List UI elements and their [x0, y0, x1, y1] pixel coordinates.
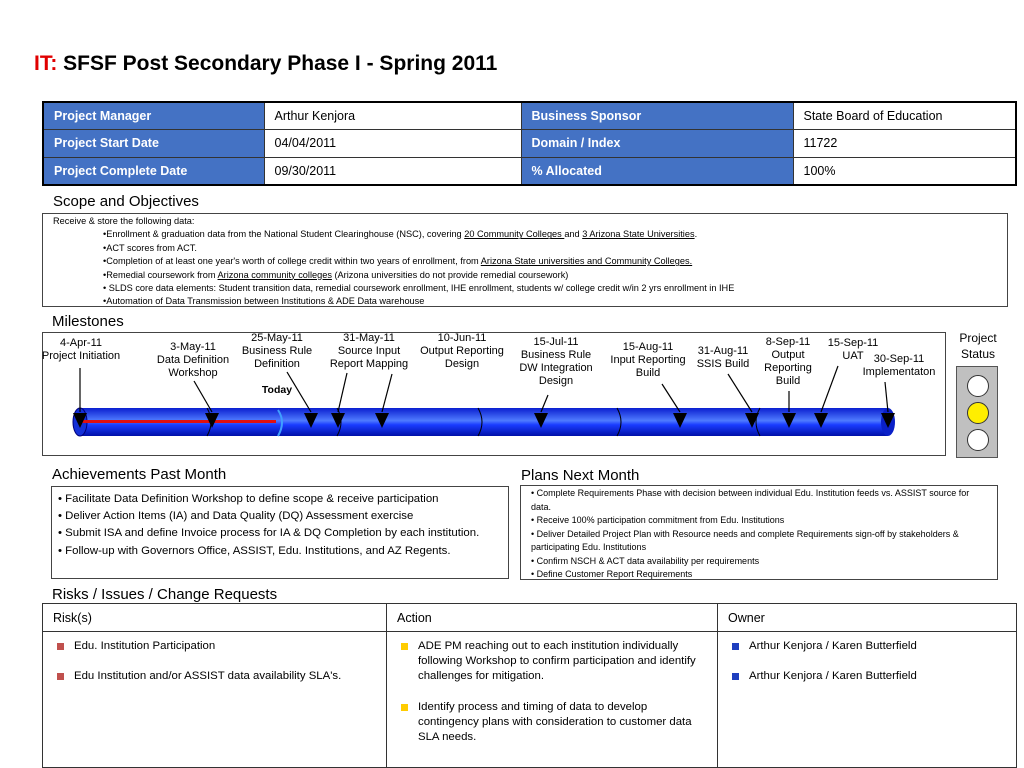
- owner-item: Arthur Kenjora / Karen Butterfield: [728, 669, 1006, 684]
- scope-link: 20 Community Colleges: [464, 229, 565, 240]
- plans-title: Plans Next Month: [521, 467, 640, 484]
- scope-item: •Remedial coursework from Arizona community colleges (Arizona universities do not provide remedial coursework): [103, 269, 569, 280]
- progress-line: [82, 420, 276, 423]
- allocated-label: % Allocated: [521, 157, 793, 185]
- plan-item: • Confirm NSCH & ACT data availability per requirements: [531, 555, 760, 566]
- start-date-label: Project Start Date: [43, 130, 264, 158]
- milestone-label: 8-Sep-11 Output Reporting Build: [764, 336, 812, 387]
- square-bullet-icon: [57, 643, 64, 650]
- scope-link: 3 Arizona State Universities: [582, 229, 695, 240]
- risk-cell: [43, 632, 387, 768]
- business-sponsor-label: Business Sponsor: [521, 102, 793, 130]
- milestone-label: 25-May-11 Business Rule Definition: [241, 332, 313, 370]
- milestone-label: 30-Sep-11 Implementaton: [862, 353, 936, 378]
- owner-cell: [718, 632, 1017, 768]
- milestone-label: 10-Jun-11 Output Reporting Design: [420, 332, 504, 370]
- start-date-value: 04/04/2011: [264, 130, 521, 158]
- scope-item: •Completion of at least one year's worth of college credit within two years of enrollment, from Arizona State universities and Community Colleges.: [103, 256, 693, 267]
- milestone-label: 15-Jul-11 Business Rule DW Integration Design: [519, 336, 593, 387]
- achievement-item: • Facilitate Data Definition Workshop to define scope & receive participation: [58, 493, 439, 505]
- achievement-item: • Follow-up with Governors Office, ASSIST, Edu. Institutions, and AZ Regents.: [58, 544, 451, 557]
- col-owner-header: Owner: [718, 604, 1017, 632]
- milestone-label: 31-May-11 Source Input Report Mapping: [329, 332, 409, 370]
- green-light: [967, 429, 989, 451]
- achievement-item: • Submit ISA and define Invoice process for IA & DQ Completion by each institution.: [58, 527, 480, 540]
- title-prefix: IT:: [34, 52, 58, 75]
- title-text: SFSF Post Secondary Phase I - Spring 2011: [63, 52, 498, 75]
- square-bullet-icon: [732, 673, 739, 680]
- project-status-label: Project Status: [959, 331, 997, 361]
- col-action-header: Action: [387, 604, 718, 632]
- square-bullet-icon: [401, 704, 408, 711]
- col-risk-header: Risk(s): [43, 604, 387, 632]
- milestone-label: 4-Apr-11 Project Initiation: [41, 337, 121, 362]
- today-label: Today: [261, 384, 293, 396]
- risk-item: Edu Institution and/or ASSIST data availability SLA's.: [53, 669, 376, 684]
- scope-link: Arizona community colleges: [217, 269, 332, 280]
- plan-item: • Complete Requirements Phase with decision between individual Edu. Institution feeds vs. ASSIST source for data.: [531, 488, 970, 512]
- plan-item: • Define Customer Report Requirements: [531, 569, 693, 579]
- yellow-light: [967, 402, 989, 424]
- domain-value: 11722: [793, 130, 1016, 158]
- scope-item: • SLDS core data elements: Student transition data, remedial coursework enrollment, IHE enrollment, students w/ college credit w/in 2 yrs enrollment in IHE: [103, 283, 735, 294]
- milestone-label: 15-Aug-11 Input Reporting Build: [610, 341, 686, 379]
- scope-item: •Enrollment & graduation data from the National Student Clearinghouse (NSC), covering 20 Community Colleges and 3 Arizona State Universities.: [103, 229, 698, 240]
- plans-box: [520, 485, 998, 580]
- scope-title: Scope and Objectives: [53, 193, 199, 210]
- plan-item: • Deliver Detailed Project Plan with Resource needs and complete Requirements sign-off by stakeholders & participating Edu. Institutions: [531, 528, 959, 552]
- achievement-item: • Deliver Action Items (IA) and Data Quality (DQ) Assessment exercise: [58, 510, 414, 523]
- domain-label: Domain / Index: [521, 130, 793, 158]
- scope-intro: Receive & store the following data:: [53, 216, 195, 226]
- square-bullet-icon: [732, 643, 739, 650]
- scope-link: Arizona State universities and Community Colleges.: [480, 256, 693, 267]
- square-bullet-icon: [57, 673, 64, 680]
- action-item: ADE PM reaching out to each institution individually following Workshop to confirm participation and identify challenges for mitigation.: [397, 639, 707, 685]
- allocated-value: 100%: [793, 157, 1016, 185]
- status-traffic-light: [956, 366, 998, 458]
- milestone-label: 3-May-11 Data Definition Workshop: [156, 341, 230, 379]
- risks-title: Risks / Issues / Change Requests: [52, 586, 278, 603]
- complete-date-label: Project Complete Date: [43, 157, 264, 185]
- project-manager-label: Project Manager: [43, 102, 264, 130]
- risks-table: [42, 603, 1017, 768]
- action-cell: [387, 632, 718, 768]
- action-item: Identify process and timing of data to develop contingency plans with consideration to customer data SLA needs.: [397, 700, 707, 746]
- milestones-title: Milestones: [52, 313, 124, 330]
- project-manager-value: Arthur Kenjora: [264, 102, 521, 130]
- red-light: [967, 375, 989, 397]
- complete-date-value: 09/30/2011: [264, 157, 521, 185]
- achievements-box: [51, 486, 509, 579]
- achievements-title: Achievements Past Month: [52, 466, 227, 483]
- square-bullet-icon: [401, 643, 408, 650]
- scope-item: •ACT scores from ACT.: [103, 242, 197, 253]
- milestone-label: 31-Aug-11 SSIS Build: [696, 345, 750, 370]
- owner-item: Arthur Kenjora / Karen Butterfield: [728, 639, 1006, 654]
- business-sponsor-value: State Board of Education: [793, 102, 1016, 130]
- milestone-label: 15-Sep-11 UAT: [827, 337, 879, 362]
- plan-item: • Receive 100% participation commitment from Edu. Institutions: [531, 515, 785, 525]
- risk-item: Edu. Institution Participation: [53, 639, 376, 654]
- scope-item: •Automation of Data Transmission between Institutions & ADE Data warehouse: [103, 296, 425, 307]
